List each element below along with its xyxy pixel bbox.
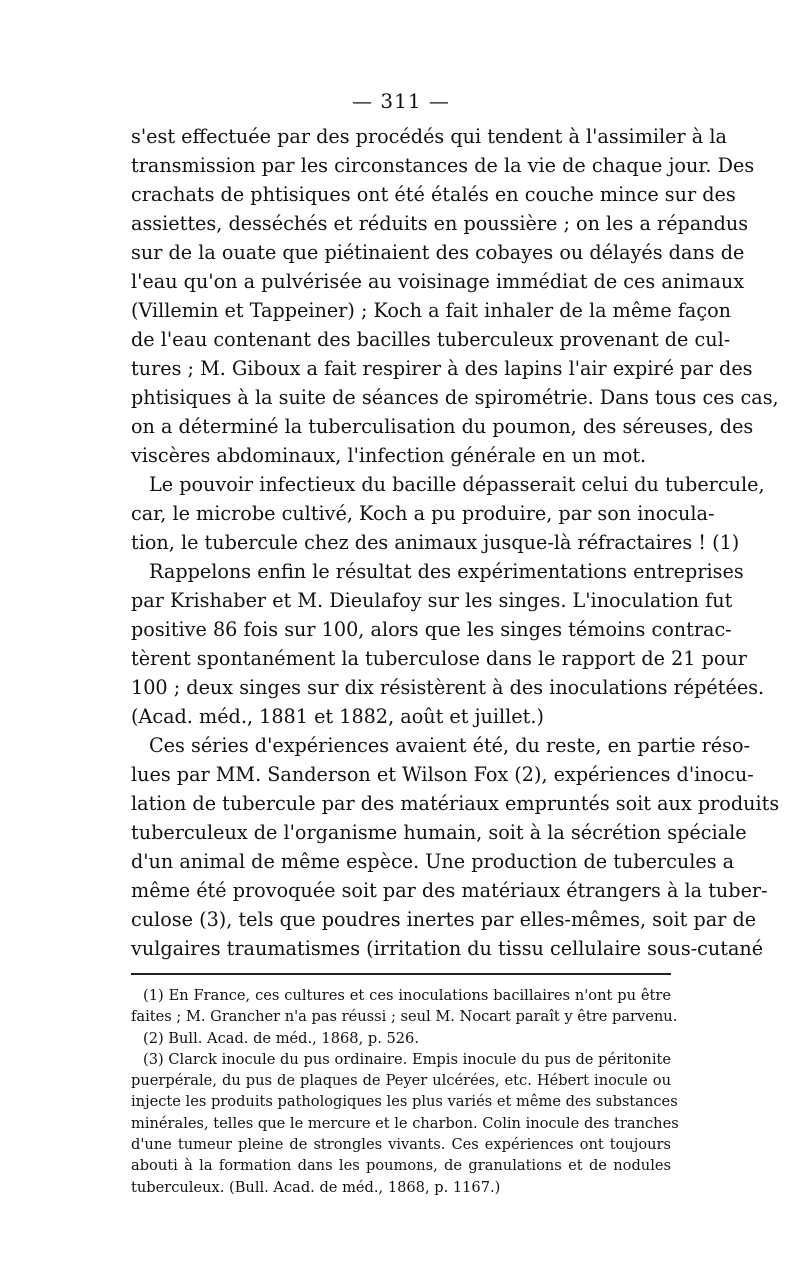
page [131,86,780,1198]
body-line: positive 86 fois sur 100, alors que les singes témoins contrac- [131,618,732,641]
body-text [131,122,780,963]
footnote-line: faites ; M. Grancher n'a pas réussi ; seul M. Nocart paraît y être parvenu. [131,1008,678,1026]
body-line: tion, le tubercule chez des animaux jusque-là réfractaires ! (1) [131,531,740,554]
body-line: viscères abdominaux, l'infection générale en un mot. [131,444,647,467]
body-line: même été provoquée soit par des matériaux étrangers à la tuber- [131,879,768,902]
body-line: car, le microbe cultivé, Koch a pu produire, par son inocula- [131,502,715,525]
body-line: vulgaires traumatismes (irritation du tissu cellulaire sous-cutané [131,937,764,960]
body-line: Ces séries d'expériences avaient été, du reste, en partie réso- [149,734,751,757]
body-line: assiettes, desséchés et réduits en poussière ; on les a répandus [131,212,749,235]
body-line: tèrent spontanément la tuberculose dans le rapport de 21 pour [131,647,747,670]
footnote-line: minérales, telles que le mercure et le charbon. Colin inocule des tranches [131,1114,679,1132]
body-line: on a déterminé la tuberculisation du poumon, des séreuses, des [131,415,754,438]
body-line: Rappelons enfin le résultat des expérimentations entreprises [149,560,744,583]
page-number: — 311 — [352,89,450,113]
footnote-line: injecte les produits pathologiques les plus variés et même des substances [131,1093,678,1111]
body-line: s'est effectuée par des procédés qui tendent à l'assimiler à la [131,125,727,148]
body-line: culose (3), tels que poudres inertes par elles-mêmes, soit par de [131,908,757,931]
body-line: sur de la ouate que piétinaient des cobayes ou délayés dans de [131,241,745,264]
body-line: transmission par les circonstances de la vie de chaque jour. Des [131,154,755,177]
body-line: tures ; M. Giboux a fait respirer à des lapins l'air expiré par des [131,357,753,380]
body-line: l'eau qu'on a pulvérisée au voisinage immédiat de ces animaux [131,270,745,293]
body-line: d'un animal de même espèce. Une production de tubercules a [131,850,735,873]
body-line: lation de tubercule par des matériaux empruntés soit aux produits [131,792,780,815]
footnote-line: puerpérale, du pus de plaques de Peyer ulcérées, etc. Hébert inocule ou [131,1072,671,1090]
body-line: par Krishaber et M. Dieulafoy sur les singes. L'inoculation fut [131,589,733,612]
body-line: (Acad. méd., 1881 et 1882, août et juillet.) [131,705,544,728]
footnote-line: d'une tumeur pleine de strongles vivants. Ces expériences ont toujours [131,1136,671,1154]
body-line: lues par MM. Sanderson et Wilson Fox (2), expériences d'inocu- [131,763,754,786]
footnote-separator [131,973,671,975]
footnote-line: (2) Bull. Acad. de méd., 1868, p. 526. [143,1029,419,1047]
body-line: Le pouvoir infectieux du bacille dépasserait celui du tubercule, [149,473,765,496]
body-line: de l'eau contenant des bacilles tuberculeux provenant de cul- [131,328,731,351]
footnote-line: (3) Clarck inocule du pus ordinaire. Empis inocule du pus de péritonite [143,1050,671,1068]
body-line: 100 ; deux singes sur dix résistèrent à des inoculations répétées. [131,676,765,699]
footnotes [131,985,679,1198]
body-line: (Villemin et Tappeiner) ; Koch a fait inhaler de la même façon [131,299,732,322]
body-line: crachats de phtisiques ont été étalés en couche mince sur des [131,183,736,206]
footnote-line: abouti à la formation dans les poumons, de granulations et de nodules [131,1157,671,1175]
footnote-line: (1) En France, ces cultures et ces inoculations bacillaires n'ont pu être [143,987,671,1004]
footnote-line: tuberculeux. (Bull. Acad. de méd., 1868, p. 1167.) [131,1178,501,1196]
body-line: tuberculeux de l'organisme humain, soit à la sécrétion spéciale [131,821,747,844]
body-line: phtisiques à la suite de séances de spirométrie. Dans tous ces cas, [131,386,779,409]
